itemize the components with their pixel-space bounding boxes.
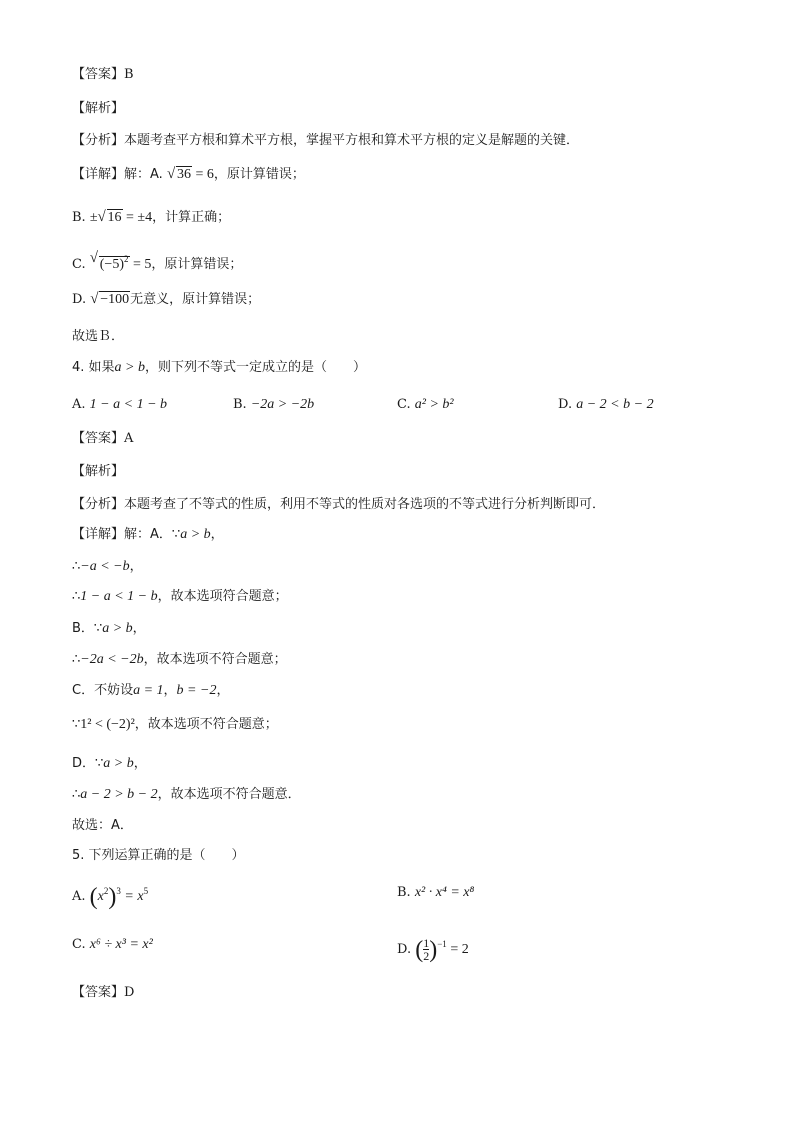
- q4-step: ∴−2a < −2b，故本选项不符合题意；: [72, 652, 287, 667]
- sqrt-expression-c: √ $(-5)^2 = 5$: [90, 257, 152, 272]
- q4-step: ∴a − 2 > b − 2，故本选项不符合题意．: [72, 787, 301, 802]
- q4-step: C．不妨设a = 1，b = −2，: [72, 683, 230, 698]
- q4-analysis-heading: 【解析】: [72, 464, 125, 479]
- q4-fenxi: 【分析】本题考查了不等式的性质，利用不等式的性质对各选项的不等式进行分析判断即可．: [72, 497, 606, 512]
- d-comment: 无意义，原计算错误；: [130, 292, 261, 307]
- q4-stem: 4. 如果a > b，则下列不等式一定成立的是（ ）: [72, 360, 367, 375]
- b-label: B.: [72, 210, 86, 225]
- fenxi-text: 本题考查平方根和算术平方根，掌握平方根和算术平方根的定义是解题的关键．: [124, 133, 580, 148]
- answer-value: D: [124, 985, 135, 1000]
- q3-detail-b: [72, 209, 230, 227]
- q4-answer: 【答案】A: [72, 431, 134, 446]
- q4-step: ∵1² < (−2)²，故本选项不符合题意；: [72, 717, 278, 732]
- d-label: D.: [72, 292, 87, 307]
- a-comment: ，原计算错误；: [213, 167, 305, 182]
- q5-answer: 【答案】D: [72, 985, 135, 1000]
- detail-text: 解：A.: [124, 167, 163, 182]
- b-comment: ，计算正确；: [152, 210, 231, 225]
- q3-fenxi: [72, 132, 579, 150]
- q3-detail-a: [72, 166, 305, 184]
- q5-option-b: B. x² · x⁴ = x⁸: [397, 885, 475, 900]
- q3-analysis-heading: 【解析】: [72, 101, 125, 116]
- q3-detail-c: [72, 250, 242, 274]
- q5-stem: 5. 下列运算正确的是（ ）: [72, 848, 245, 863]
- q3-conclusion: 故选Ｂ．: [72, 329, 125, 344]
- fenxi-tag: 【分析】: [72, 133, 125, 148]
- c-label: C.: [72, 257, 86, 272]
- detail-tag: 【详解】: [72, 167, 125, 182]
- q4-step: B．∵a > b，: [72, 621, 146, 636]
- q4-option-c: C. a² > b²: [397, 397, 454, 412]
- q4-option-d: D. a − 2 < b − 2: [558, 397, 654, 412]
- sqrt-expression-a: √ 36 = 6: [167, 167, 214, 182]
- answer-value: B: [124, 67, 134, 82]
- q3-detail-d: [72, 291, 260, 309]
- q3-answer: [72, 66, 134, 84]
- q4-step: ∴1 − a < 1 − b，故本选项符合题意；: [72, 589, 288, 604]
- q4-step: ∴−a < −b，: [72, 559, 143, 574]
- q4-conclusion: 故选：A．: [72, 818, 133, 833]
- sqrt-expression-b: ±√ 16 = ±4: [90, 210, 152, 225]
- stem-math: a > b: [114, 360, 145, 375]
- q5-option-c: C. x⁶ ÷ x³ = x²: [72, 937, 153, 952]
- q5-option-a: A. $(x^2)^3 = x^5$: [72, 883, 149, 910]
- c-comment: ，原计算错误；: [151, 257, 243, 272]
- q4-option-a: A. 1 − a < 1 − b: [72, 397, 168, 412]
- answer-tag: 【答案】: [72, 67, 125, 82]
- q4-step: D．∵a > b，: [72, 756, 147, 771]
- answer-value: A: [124, 431, 134, 446]
- sqrt-expression-d: √ −100: [90, 292, 130, 307]
- q4-option-b: B. −2a > −2b: [233, 397, 315, 412]
- q5-option-d: D. ( $\frac{1}{2}$ )$^{-1}$ = 2: [397, 936, 469, 964]
- q4-detail-lead: 【详解】解：A．∵a > b，: [72, 527, 224, 542]
